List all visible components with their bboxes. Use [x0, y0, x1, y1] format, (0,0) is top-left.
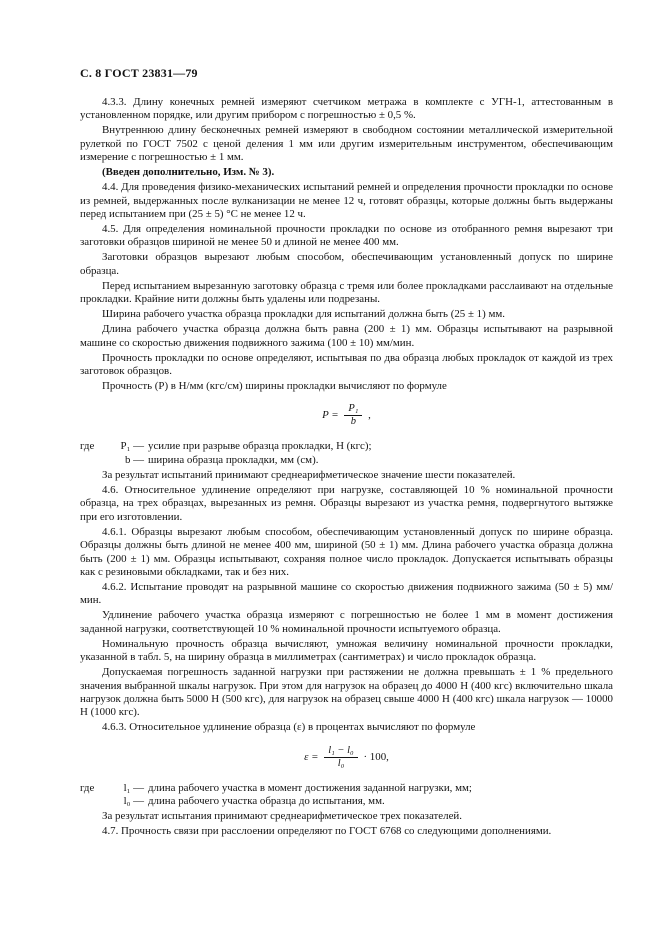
- paragraph: Номинальную прочность образца вычисляют, умножая величину номинальной прочности прокладки, указанной в табл. 5, на ширину образца в миллиметрах (сантиметрах) и число прокладок образца.: [80, 637, 613, 664]
- formula-fraction: [344, 403, 362, 428]
- paragraph: Ширина рабочего участка образца прокладки для испытаний должна быть (25 ± 1) мм.: [102, 308, 505, 321]
- paragraph: Допускаемая погрешность заданной нагрузки при растяжении не должна превышать ± 1 % предельного значения выбранной шкалы нагрузок. При этом для нагрузок на образец до 4000 Н (400 кгс) включительно шкала нагрузок должна быть 5000 Н (500 кгс), для нагрузок на образец свыше 4000 Н (400 кгс) шкала нагрузок — 10000 Н (1000 кгс).: [80, 666, 613, 719]
- legend-text: усилие при разрыве образца прокладки, Н (кгс);: [148, 440, 372, 453]
- formula-tail: ,: [368, 409, 371, 422]
- amendment-note: (Введен дополнительно, Изм. № 3).: [102, 166, 275, 179]
- legend-text: ширина образца прокладки, мм (см).: [148, 453, 319, 466]
- legend-lead: где: [80, 781, 95, 794]
- document-body: [80, 96, 613, 840]
- formula-strength: [80, 403, 613, 428]
- legend-row: [80, 795, 613, 808]
- formula-denominator: l₀: [337, 757, 345, 769]
- paragraph: Перед испытанием вырезанную заготовку образца с тремя или более прокладками расслаивают на отдельные прокладки. Крайние нити должны быть удалены или подрезаны.: [80, 279, 613, 306]
- legend-row: [80, 440, 613, 453]
- paragraph: Прочность (P) в Н/мм (кгс/см) ширины прокладки вычисляют по формуле: [102, 380, 447, 393]
- legend-symbol: b —: [124, 453, 144, 466]
- formula-denominator: b: [350, 416, 357, 428]
- formula-numerator: P₁: [344, 403, 362, 416]
- paragraph: 4.6. Относительное удлинение определяют при нагрузке, составляющей 10 % номинальной прочности образца, на трех образцах, вырезанных из ремня. Образцы вырезают из участка ремня, подвергнутого вытяжке при его изготовлении.: [80, 483, 613, 523]
- legend-lead: [80, 795, 102, 808]
- page-header: С. 8 ГОСТ 23831—79: [80, 66, 198, 80]
- paragraph: Удлинение рабочего участка образца измеряют с погрешностью не более 1 мм в момент достижения заданной нагрузки, соответствующей 10 % номинальной прочности испытуемого образца.: [80, 609, 613, 635]
- legend-symbol: P₁ —: [120, 440, 144, 453]
- paragraph: Внутреннюю длину бесконечных ремней измеряют в свободном состоянии металлической измерительной рулеткой по ГОСТ 7502 с ценой деления 1 мм или другим измерительным инструментом, обеспечивающим измерение с погрешностью ± 1 мм.: [80, 124, 613, 164]
- paragraph: Длина рабочего участка образца должна быть равна (200 ± 1) мм. Образцы испытывают на разрывной машине со скоростью движения подвижного зажима (100 ± 10) мм/мин.: [80, 323, 613, 349]
- paragraph: 4.7. Прочность связи при расслоении определяют по ГОСТ 6768 со следующими дополнениями.: [102, 825, 552, 838]
- legend-row: [80, 454, 613, 467]
- paragraph: Заготовки образцов вырезают любым способом, обеспечивающим установленный допуск по ширине образца.: [80, 251, 613, 277]
- paragraph: 4.6.1. Образцы вырезают любым способом, обеспечивающим установленный допуск по ширине образца. Образцы должны быть длиной не менее 400 мм, шириной (50 ± 1) мм. Длина рабочего участка образца должна быть (200 ± 1) мм. Образцы испытывают, сохраняя полное число прокладок. Допускается испытывать образцы как с резиновыми обкладками, так и без них.: [80, 525, 613, 578]
- paragraph: 4.4. Для проведения физико-механических испытаний ремней и определения прочности прокладки по основе из ремней, выдержанных после вулканизации не менее 12 ч, готовят образцы, которые должны быть выдержаны перед испытанием при (25 ± 5) °С не менее 12 ч.: [80, 181, 613, 221]
- legend-lead: где: [80, 440, 95, 453]
- legend-row: [80, 782, 613, 795]
- paragraph: За результат испытаний принимают среднеарифметическое значение шести показателей.: [102, 468, 516, 481]
- paragraph: Прочность прокладки по основе определяют, испытывая по два образца любых прокладок от каждой из трех заготовок образцов.: [80, 351, 613, 378]
- formula-fraction: [324, 745, 357, 770]
- legend-text: длина рабочего участка образца до испытания, мм.: [148, 795, 385, 808]
- formula-numerator: l₁ − l₀: [324, 745, 357, 758]
- legend-text: длина рабочего участка в момент достижения заданной нагрузки, мм;: [148, 781, 472, 794]
- paragraph: 4.6.2. Испытание проводят на разрывной машине со скоростью движения подвижного зажима (50 ± 5) мм/мин.: [80, 580, 613, 607]
- paragraph: 4.3.3. Длину конечных ремней измеряют счетчиком метража в комплекте с УГН-1, аттестованным в установленном порядке, или другим прибором с погрешностью ± 0,5 %.: [80, 96, 613, 122]
- paragraph: 4.5. Для определения номинальной прочности прокладки по основе из отобранного ремня вырезают три заготовки образцов шириной не менее 50 и длиной не менее 400 мм.: [80, 223, 613, 249]
- paragraph: 4.6.3. Относительное удлинение образца (ε) в процентах вычисляют по формуле: [102, 721, 476, 734]
- legend-symbol: l₁ —: [123, 781, 144, 794]
- legend-lead: [80, 454, 102, 467]
- formula-lhs: P =: [322, 409, 339, 422]
- formula-lhs: ε =: [304, 750, 319, 763]
- legend-symbol: l₀ —: [123, 795, 144, 808]
- formula-elongation: [80, 745, 613, 770]
- formula-tail: · 100,: [363, 750, 389, 763]
- paragraph: За результат испытания принимают среднеарифметическое трех показателей.: [102, 810, 462, 823]
